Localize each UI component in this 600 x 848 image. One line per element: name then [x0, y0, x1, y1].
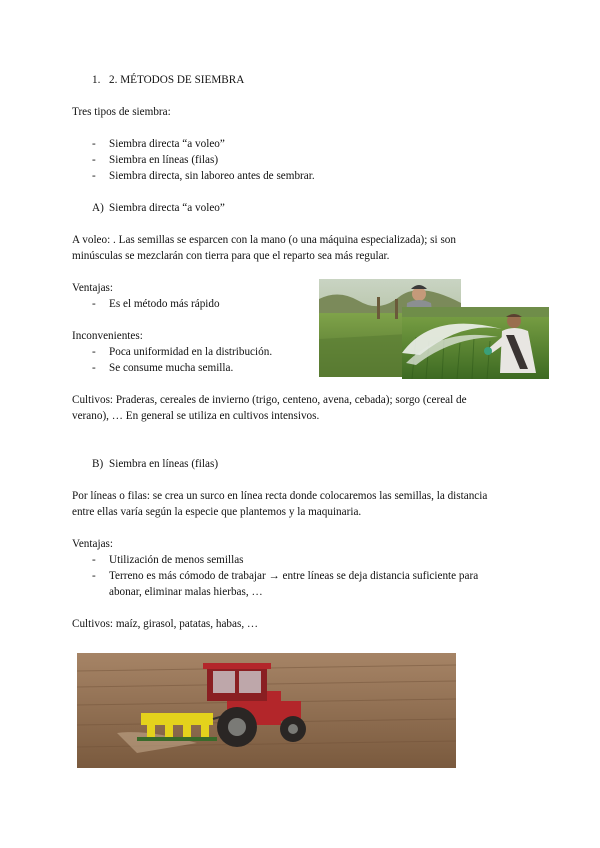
section-b-description-cont: entre ellas varía según la especie que plantemos y la maquinaria.: [72, 506, 362, 518]
intro-text: Tres tipos de siembra:: [72, 106, 171, 118]
list-dash: -: [92, 298, 96, 310]
disadvantage-item: Poca uniformidad en la distribución.: [109, 346, 273, 358]
advantage-item-cont: abonar, eliminar malas hierbas, …: [109, 586, 263, 598]
list-dash: -: [92, 570, 96, 582]
section-a-title: Siembra directa “a voleo”: [109, 202, 225, 214]
tractor-seeder-photo: [77, 653, 456, 768]
list-item: Siembra en líneas (filas): [109, 154, 219, 166]
advantage-item: Terreno es más cómodo de trabajar → entre líneas se deja distancia suficiente para: [109, 570, 479, 582]
section-a-crops: Cultivos: Praderas, cereales de invierno (trigo, centeno, avena, cebada); sorgo (cereal de: [72, 394, 467, 406]
list-dash: -: [92, 362, 96, 374]
section-b-letter: B): [92, 458, 104, 470]
list-dash: -: [92, 154, 96, 166]
advantage-item: Utilización de menos semillas: [109, 554, 244, 566]
advantages-label: Ventajas:: [72, 282, 114, 294]
section-a-crops-cont: verano), … En general se utiliza en cultivos intensivos.: [72, 410, 320, 422]
section-title: 2. MÉTODOS DE SIEMBRA: [109, 74, 245, 86]
section-b-title: Siembra en líneas (filas): [109, 458, 219, 470]
advantage-item: Es el método más rápido: [109, 298, 220, 310]
list-dash: -: [92, 138, 96, 150]
list-dash: -: [92, 554, 96, 566]
list-dash: -: [92, 170, 96, 182]
section-number: 1.: [92, 74, 101, 86]
list-item: Siembra directa “a voleo”: [109, 138, 225, 150]
section-a-description: A voleo: . Las semillas se esparcen con la mano (o una máquina especializada); si son: [72, 234, 456, 246]
broadcast-sowing-photo-2: [402, 307, 549, 379]
disadvantage-item: Se consume mucha semilla.: [109, 362, 234, 374]
list-item: Siembra directa, sin laboreo antes de sembrar.: [109, 170, 315, 182]
section-b-crops: Cultivos: maíz, girasol, patatas, habas, …: [72, 618, 259, 630]
section-a-description-cont: minúsculas se mezclarán con tierra para que el reparto sea más regular.: [72, 250, 390, 262]
list-dash: -: [92, 346, 96, 358]
section-a-letter: A): [92, 202, 104, 214]
section-b-description: Por líneas o filas: se crea un surco en línea recta donde colocaremos las semillas, la distancia: [72, 490, 488, 502]
disadvantages-label: Inconvenientes:: [72, 330, 143, 342]
advantages-label-b: Ventajas:: [72, 538, 114, 550]
